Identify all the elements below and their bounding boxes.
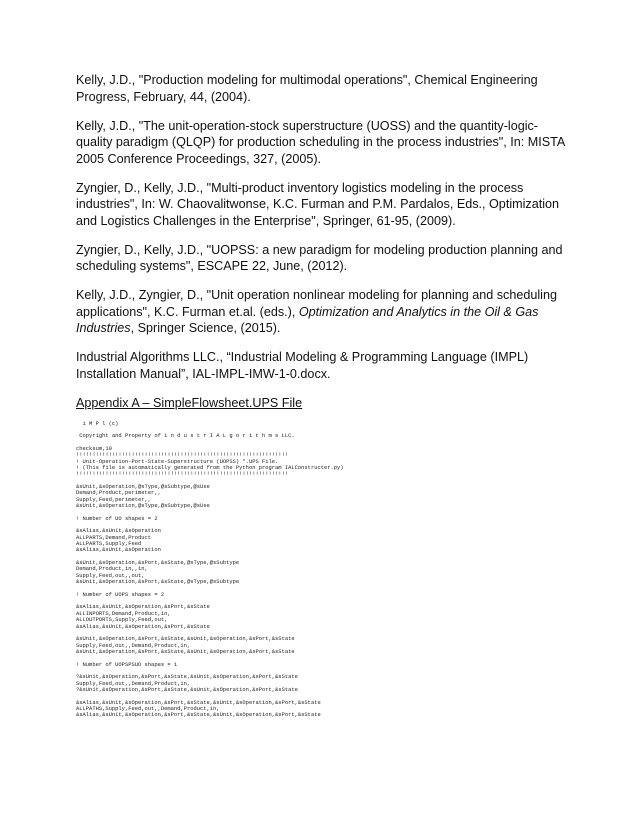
code-line: Supply,Feed,out,,Demand,Product,in, <box>76 679 191 687</box>
code-line: !!!!!!!!!!!!!!!!!!!!!!!!!!!!!!!!!!!!!!!!!!!!!!!!!!!!!!!!!!!!!!!!! <box>76 451 289 459</box>
reference-list <box>76 72 566 719</box>
code-line: &sUnit,&sOperation,&sPort,&sState,&sUnit,&sOperation,&sPort,&sState <box>76 647 295 655</box>
code-line: &sAlias,&sUnit,&sOperation,&sPort,&sState <box>76 622 210 630</box>
reference-entry: Kelly, J.D., "Production modeling for multimodal operations", Chemical Engineering Progress, February, 44, (2004). <box>76 73 538 104</box>
code-line: &sAlias,&sUnit,&sOperation,&sPort,&sState,&sUnit,&sOperation,&sPort,&sState <box>76 711 321 719</box>
code-line: Supply,Feed,perimeter,, <box>76 495 152 503</box>
code-line: Demand,Product,in,,in, <box>76 565 148 573</box>
code-line: Copyright and Property of i n d u s t r I A L g o r i t h m s LLC. <box>76 432 295 440</box>
code-line: ! Unit-Operation-Port-State-Superstructure (UOPSS) *.UPS File. <box>76 457 279 465</box>
code-line: ! Number of UO shapes = 2 <box>76 514 158 522</box>
appendix-heading: Appendix A – SimpleFlowsheet.UPS File <box>76 395 303 410</box>
code-line: &sAlias,&sUnit,&sOperation <box>76 546 161 554</box>
code-line: &sAlias,&sUnit,&sOperation,&sPort,&sState,&sUnit,&sOperation,&sPort,&sState <box>76 698 321 706</box>
code-line: Supply,Feed,out,,Demand,Product,in, <box>76 641 191 649</box>
code-line: ALLPATHS,Supply,Feed,out,,Demand,Product,in, <box>76 704 220 712</box>
code-line: i M P l (c) <box>76 419 119 427</box>
code-line: &sUnit,&sOperation,&sPort,&sState,@sType,@sSubtype <box>76 559 240 567</box>
code-line: ALLPARTS,Demand,Product <box>76 533 152 541</box>
code-line: Demand,Product,perimeter,, <box>76 489 161 497</box>
code-line: &sUnit,&sOperation,&sPort,&sState,&sUnit,&sOperation,&sPort,&sState <box>76 635 295 643</box>
reference-book-title: Optimization and Analytics in the Oil & Gas Industries <box>76 304 539 335</box>
code-line: ALLINPORTS,Demand,Product,in, <box>76 609 171 617</box>
code-line: ?&sUnit,&sOperation,&sPort,&sState,&sUnit,&sOperation,&sPort,&sState <box>76 673 298 681</box>
code-line: Supply,Feed,out,,out, <box>76 571 145 579</box>
reference-entry <box>76 287 566 337</box>
code-line: &sAlias,&sUnit,&sOperation,&sPort,&sState <box>76 603 210 611</box>
code-line: ! Number of UOPSPSUO shapes = 1 <box>76 660 178 668</box>
code-line: checksum,10 <box>76 444 112 452</box>
code-line: ! (This file is automatically generated from the Python program IALConstructer.py) <box>76 463 344 471</box>
code-line: &sAlias,&sUnit,&sOperation <box>76 527 161 535</box>
reference-text: , Springer Science, (2015). <box>130 321 281 335</box>
code-line: &sUnit,&sOperation,@sType,@sSubtype,@sUse <box>76 482 210 490</box>
code-line: ALLOUTPORTS,Supply,Feed,out, <box>76 616 168 624</box>
code-line: ! Number of UOPS shapes = 2 <box>76 590 165 598</box>
code-line: !!!!!!!!!!!!!!!!!!!!!!!!!!!!!!!!!!!!!!!!!!!!!!!!!!!!!!!!!!!!!!!!! <box>76 470 289 478</box>
code-line: &sUnit,&sOperation,&sPort,&sState,@sType,@sSubtype <box>76 578 240 586</box>
code-line: &sUnit,&sOperation,@sType,@sSubtype,@sUse <box>76 501 210 509</box>
reference-entry: Zyngier, D., Kelly, J.D., "UOPSS: a new paradigm for modeling production planning and scheduling systems", ESCAPE 22, June, (2012). <box>76 242 563 273</box>
reference-entry: Kelly, J.D., "The unit-operation-stock superstructure (UOSS) and the quantity-logic-quality paradigm (QLQP) for production scheduling in the process industries", In: MISTA 2005 Conference Proceedings, 327, (2005). <box>76 118 565 166</box>
code-line: ALLPARTS,Supply,Feed <box>76 540 142 548</box>
code-line: ?&sUnit,&sOperation,&sPort,&sState,&sUnit,&sOperation,&sPort,&sState <box>76 685 298 693</box>
reference-entry: Zyngier, D., Kelly, J.D., "Multi-product inventory logistics modeling in the process industries", In: W. Chaovalitwonse, K.C. Furman and P.M. Pardalos, Eds., Optimization and Logistics Challenges in the Enterprise", Springer, 61-95, (2009). <box>76 180 560 228</box>
code-listing <box>76 421 566 719</box>
reference-text: Kelly, J.D., Zyngier, D., "Unit operation nonlinear modeling for planning and scheduling applications", K.C. Furman et.al. (eds.), <box>76 288 557 319</box>
reference-entry: Industrial Algorithms LLC., “Industrial Modeling & Programming Language (IMPL) Installation Manual”, IAL-IMPL-IMW-1-0.docx. <box>76 350 529 381</box>
